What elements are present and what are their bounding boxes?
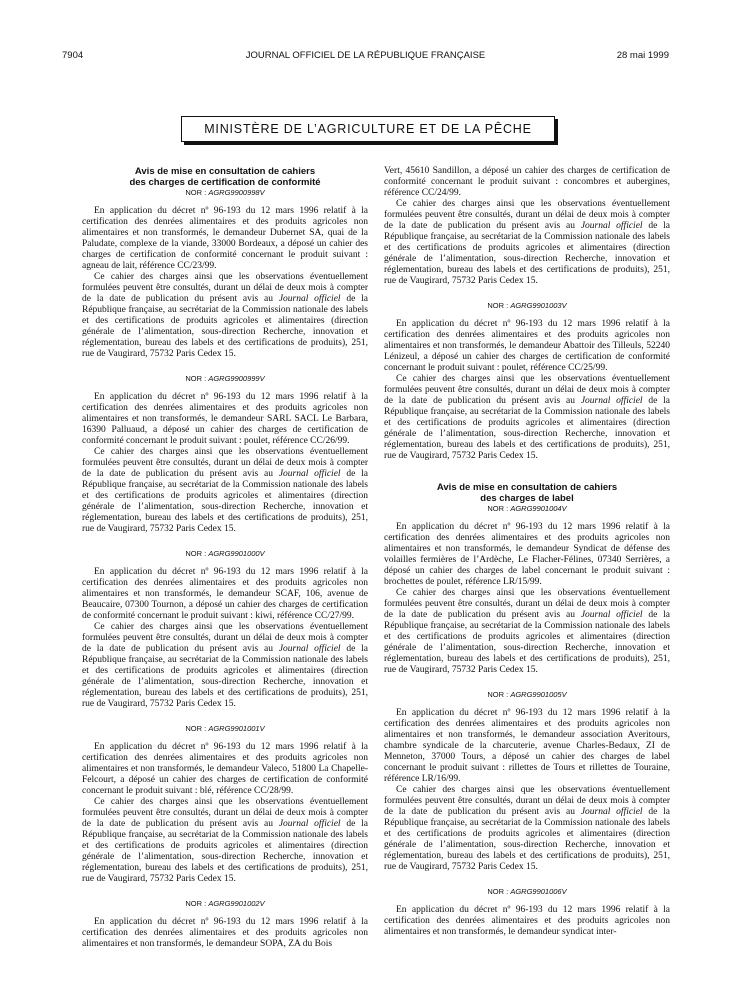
notice-paragraph: En application du décret nº 96-193 du 12 mars 1996 relatif à la certification des denrées alimentaires et des produits agricoles non alimentaires et non transformés, le demandeur SARL SACL Le Barbara, 16390 Palluaud, a déposé un cahier des charges de certification de conformité concernant le produit suivant : poulet, référence CC/26/99.: [82, 392, 368, 446]
nor-reference: NOR : AGRG9901004V: [487, 504, 567, 513]
nor-reference: NOR : AGRG9900999V: [185, 374, 265, 383]
consultation-paragraph: Ce cahier des charges ainsi que les observations éventuellement formulées peuvent être consultés, durant un délai de deux mois à compter de la date de publication du présent avis au Journal officiel de la République française, au secrétariat de la Commission nationale des labels et des certifications de produits agricoles et alimentaires (direction générale de l’alimentation, sous-direction Recherche, innovation et réglementation, bureau des labels et des certifications de produits), 251, rue de Vaugirard, 75732 Paris Cedex 15.: [384, 588, 670, 675]
nor-reference: NOR : AGRG9901000V: [185, 549, 265, 558]
notice-paragraph: En application du décret nº 96-193 du 12 mars 1996 relatif à la certification des denrées alimentaires et des produits agricoles non alimentaires et non transformés, le demandeur Dubernet SA, quai de la Paludate, complexe de la viande, 33000 Bordeaux, a déposé un cahier des charges de certification de conformité concernant le produit suivant : agneau de lait, référence CC/23/99.: [82, 206, 368, 271]
ministry-heading: MINISTÈRE DE L’AGRICULTURE ET DE LA PÊCHE: [181, 116, 555, 142]
notice-paragraph: En application du décret nº 96-193 du 12 mars 1996 relatif à la certification des denrées alimentaires et des produits agricoles non alimentaires et non transformés, le demandeur syndicat inter-: [384, 905, 670, 937]
consultation-paragraph: Ce cahier des charges ainsi que les observations éventuellement formulées peuvent être consultés, durant un délai de deux mois à compter de la date de publication du présent avis au Journal officiel de la République française, au secrétariat de la Commission nationale des labels et des certifications de produits agricoles et alimentaires (direction générale de l’alimentation, sous-direction Recherche, innovation et réglementation, bureau des labels et des certifications de produits), 251, rue de Vaugirard, 75732 Paris Cedex 15.: [384, 199, 670, 286]
nor-reference: NOR : AGRG9901005V: [487, 690, 567, 699]
nor-reference: NOR : AGRG9900998V: [185, 188, 265, 197]
nor-reference: NOR : AGRG9901003V: [487, 301, 567, 310]
notice-paragraph: En application du décret nº 96-193 du 12 mars 1996 relatif à la certification des denrées alimentaires et des produits agricoles non alimentaires et non transformés, le demandeur Valeco, 51800 La Chapelle-Felcourt, a déposé un cahier des charges de certification de conformité concernant le produit suivant : blé, référence CC/28/99.: [82, 742, 368, 796]
issue-date: 28 mai 1999: [616, 50, 669, 61]
consultation-paragraph: Ce cahier des charges ainsi que les observations éventuellement formulées peuvent être consultés, durant un délai de deux mois à compter de la date de publication du présent avis au Journal officiel de la République française, au secrétariat de la Commission nationale des labels et des certifications de produits agricoles et alimentaires (direction générale de l’alimentation, sous-direction Recherche, innovation et réglementation, bureau des labels et des certifications de produits), 251, rue de Vaugirard, 75732 Paris Cedex 15.: [384, 374, 670, 461]
consultation-paragraph: Ce cahier des charges ainsi que les observations éventuellement formulées peuvent être consultés, durant un délai de deux mois à compter de la date de publication du présent avis au Journal officiel de la République française, au secrétariat de la Commission nationale des labels et des certifications de produits agricoles et alimentaires (direction générale de l’alimentation, sous-direction Recherche, innovation et réglementation, bureau des labels et des certifications de produits), 251, rue de Vaugirard, 75732 Paris Cedex 15.: [82, 622, 368, 709]
notice-paragraph: En application du décret nº 96-193 du 12 mars 1996 relatif à la certification des denrées alimentaires et des produits agricoles non alimentaires et non transformés, le demandeur association Averitours, chambre syndicale de la charcuterie, avenue Charles-Bedaux, ZI de Menneton, 37000 Tours, a déposé un cahier des charges de label concernant le produit suivant : rillettes de Tours et rillettes de Touraine, référence LR/16/99.: [384, 708, 670, 784]
nor-reference: NOR : AGRG9901006V: [487, 887, 567, 896]
section-title: des charges de certification de conformité: [129, 177, 321, 188]
nor-reference: NOR : AGRG9901001V: [185, 724, 265, 733]
consultation-paragraph: Ce cahier des charges ainsi que les observations éventuellement formulées peuvent être consultés, durant un délai de deux mois à compter de la date de publication du présent avis au Journal officiel de la République française, au secrétariat de la Commission nationale des labels et des certifications de produits agricoles et alimentaires (direction générale de l’alimentation, sous-direction Recherche, innovation et réglementation, bureau des labels et des certifications de produits), 251, rue de Vaugirard, 75732 Paris Cedex 15.: [384, 785, 670, 872]
notice-paragraph: En application du décret nº 96-193 du 12 mars 1996 relatif à la certification des denrées alimentaires et des produits agricoles non alimentaires et non transformés, le demandeur SCAF, 106, avenue de Beaucaire, 07300 Tournon, a déposé un cahier des charges de certification de conformité concernant le produit suivant : kiwi, référence CC/27/99.: [82, 567, 368, 621]
nor-reference: NOR : AGRG9901002V: [185, 899, 265, 908]
left-column: [82, 166, 368, 950]
continued-paragraph: Vert, 45610 Sandillon, a déposé un cahier des charges de certification de conformité concernant le produit suivant : concombres et aubergines, référence CC/24/99.: [384, 166, 670, 198]
notice-paragraph: En application du décret nº 96-193 du 12 mars 1996 relatif à la certification des denrées alimentaires et des produits agricoles non alimentaires et non transformés, le demandeur Abattoir des Tilleuls, 52240 Lénizeul, a déposé un cahier des charges de certification de conformité concernant le produit suivant : poulet, référence CC/25/99.: [384, 319, 670, 373]
section-title: Avis de mise en consultation de cahiers: [436, 482, 618, 493]
notice-paragraph: En application du décret nº 96-193 du 12 mars 1996 relatif à la certification des denrées alimentaires et des produits agricoles non alimentaires et non transformés, le demandeur Syndicat de défense des volailles fermières de l’Ardèche, Le Flacher-Félines, 07340 Serrières, a déposé un cahier des charges de label concernant le produit suivant : brochettes de poulet, référence LR/15/99.: [384, 522, 670, 587]
section-title: Avis de mise en consultation de cahiers: [134, 166, 316, 177]
journal-title: JOURNAL OFFICIEL DE LA RÉPUBLIQUE FRANÇAISE: [245, 50, 486, 61]
notice-paragraph: En application du décret nº 96-193 du 12 mars 1996 relatif à la certification des denrées alimentaires et des produits agricoles non alimentaires et non transformés, le demandeur SOPA, ZA du Bois: [82, 917, 368, 949]
page-number: 7904: [62, 50, 84, 61]
consultation-paragraph: Ce cahier des charges ainsi que les observations éventuellement formulées peuvent être consultés, durant un délai de deux mois à compter de la date de publication du présent avis au Journal officiel de la République française, au secrétariat de la Commission nationale des labels et des certifications de produits agricoles et alimentaires (direction générale de l’alimentation, sous-direction Recherche, innovation et réglementation, bureau des labels et des certifications de produits), 251, rue de Vaugirard, 75732 Paris Cedex 15.: [82, 797, 368, 884]
running-header: [62, 50, 669, 64]
right-column: [384, 166, 670, 938]
section-title: des charges de label: [480, 493, 574, 504]
consultation-paragraph: Ce cahier des charges ainsi que les observations éventuellement formulées peuvent être consultés, durant un délai de deux mois à compter de la date de publication du présent avis au Journal officiel de la République française, au secrétariat de la Commission nationale des labels et des certifications de produits agricoles et alimentaires (direction générale de l’alimentation, sous-direction Recherche, innovation et réglementation, bureau des labels et des certifications de produits), 251, rue de Vaugirard, 75732 Paris Cedex 15.: [82, 447, 368, 534]
consultation-paragraph: Ce cahier des charges ainsi que les observations éventuellement formulées peuvent être consultés, durant un délai de deux mois à compter de la date de publication du présent avis au Journal officiel de la République française, au secrétariat de la Commission nationale des labels et des certifications de produits agricoles et alimentaires (direction générale de l’alimentation, sous-direction Recherche, innovation et réglementation, bureau des labels et des certifications de produits), 251, rue de Vaugirard, 75732 Paris Cedex 15.: [82, 272, 368, 359]
